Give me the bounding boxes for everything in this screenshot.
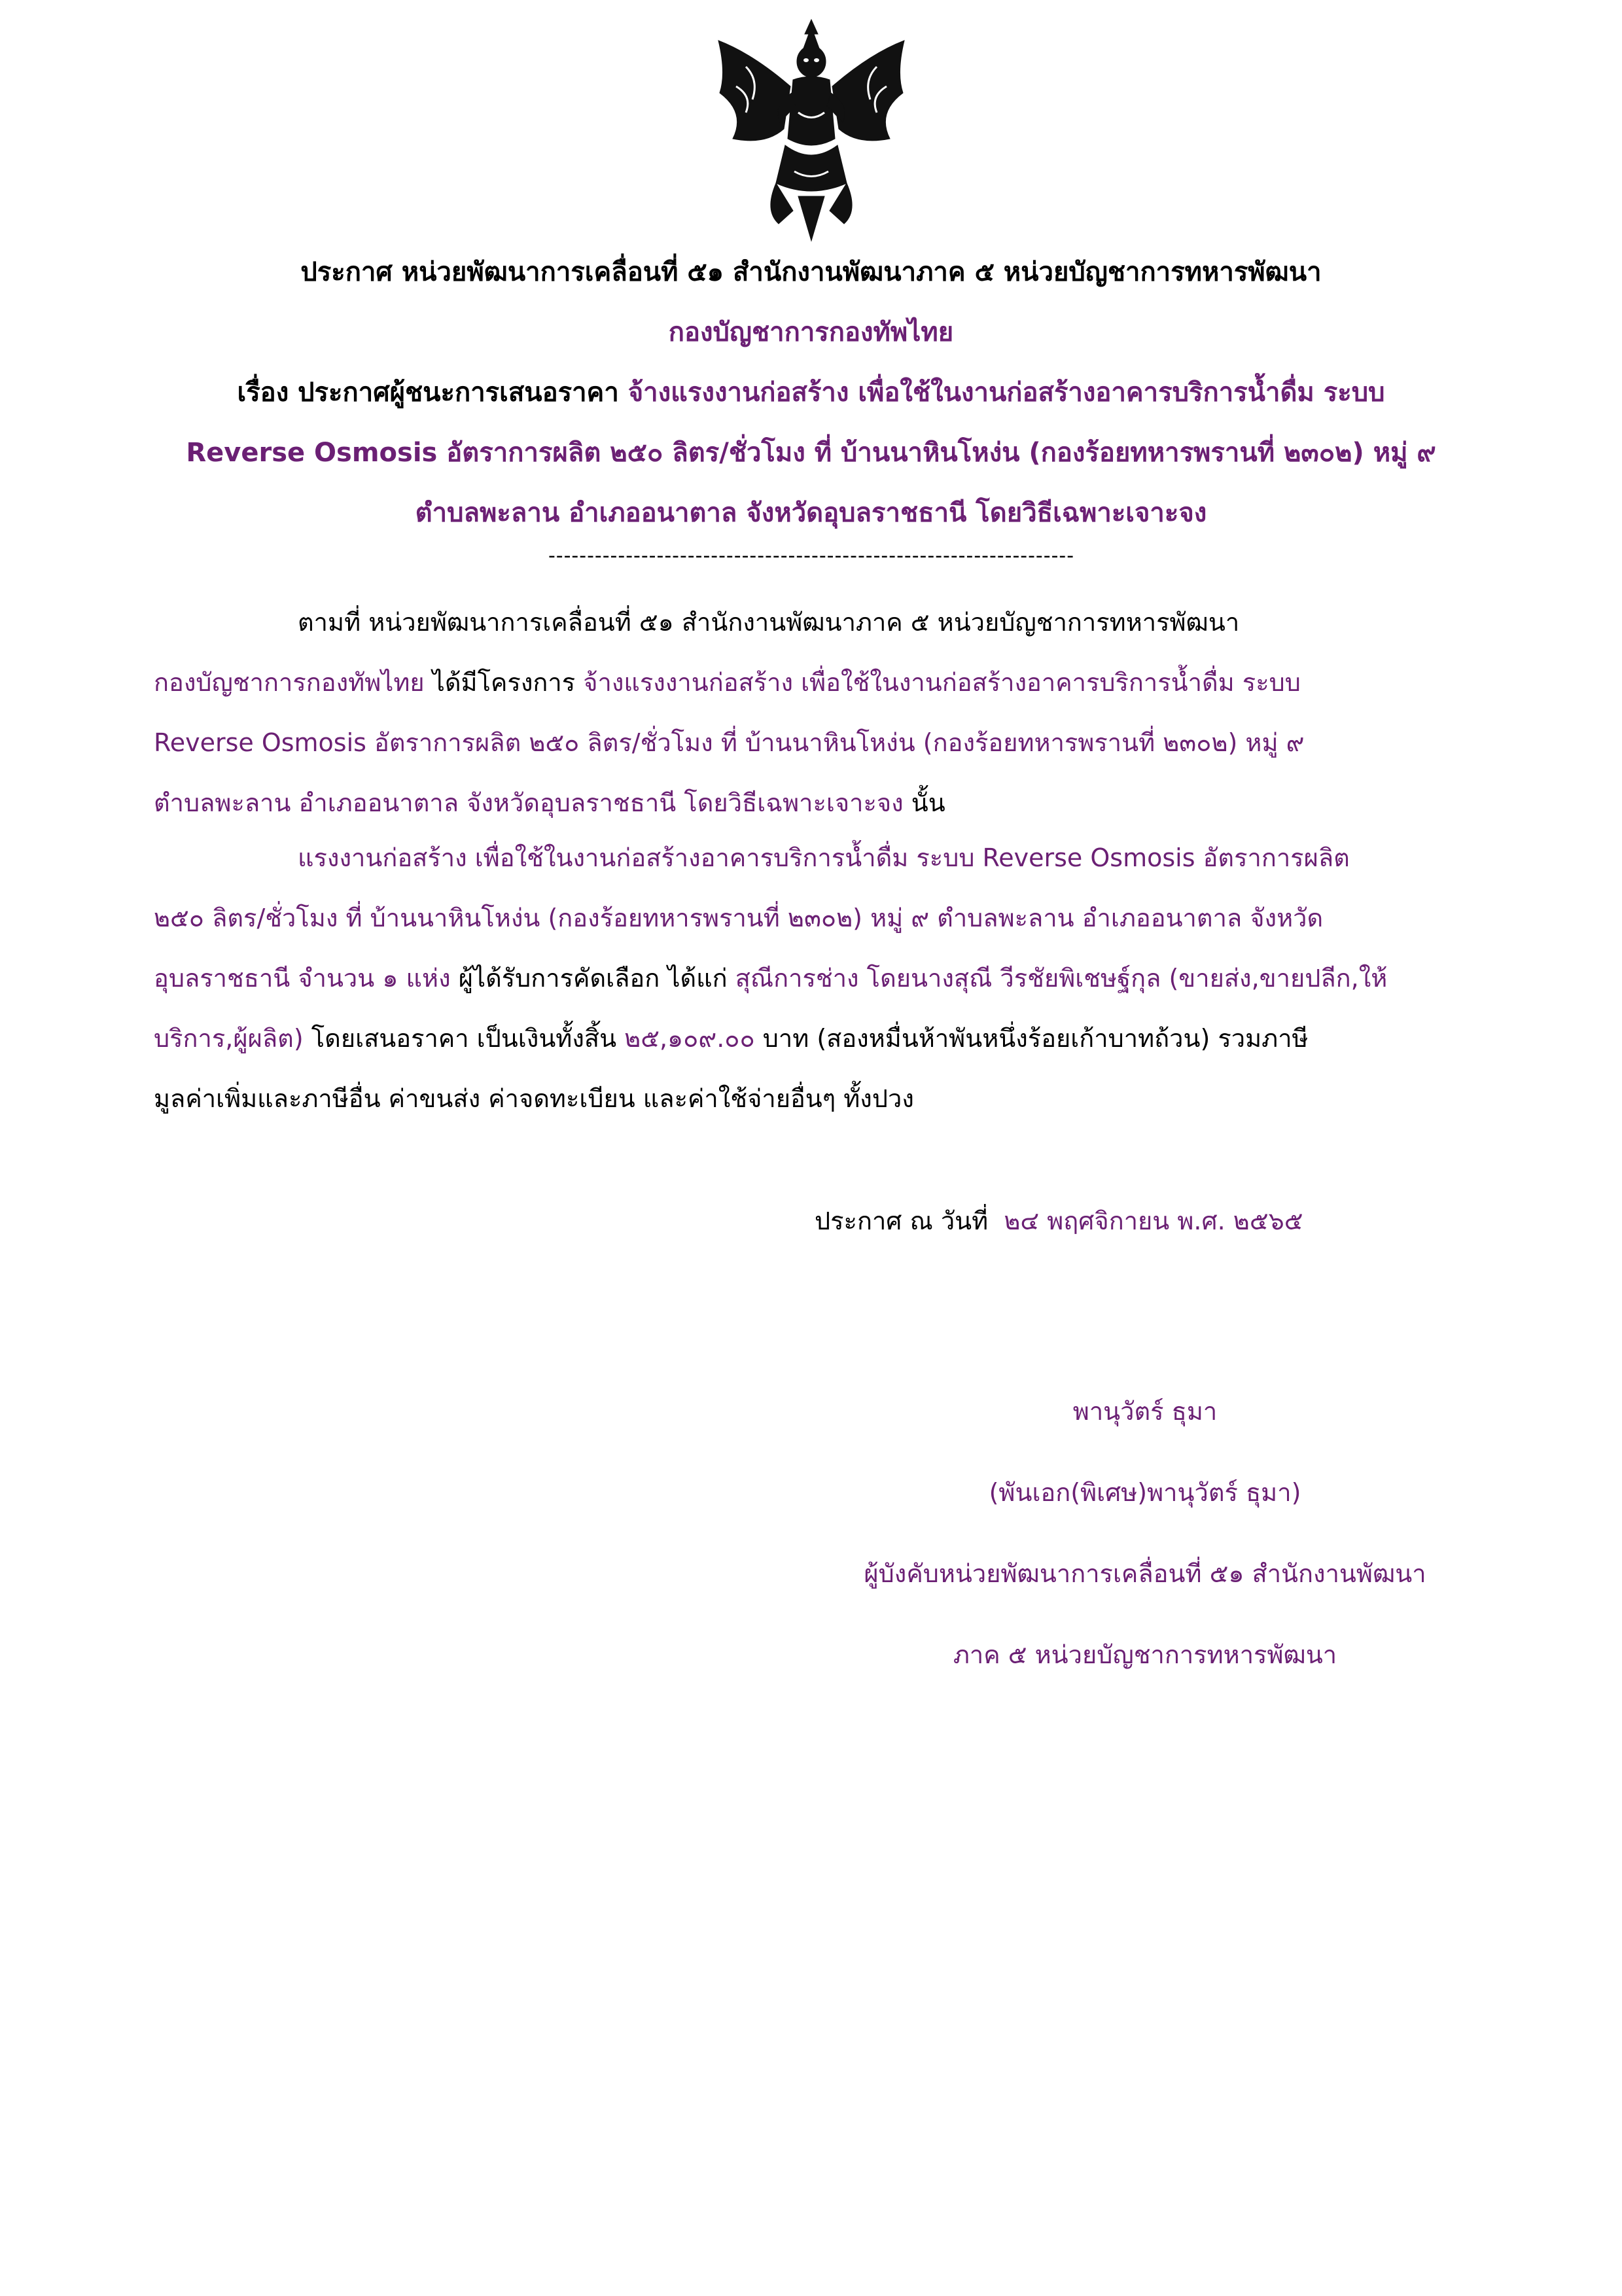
title-line-3 [118, 362, 1504, 423]
project-intro: ได้มีโครงการ [424, 668, 584, 697]
garuda-emblem-icon [707, 14, 916, 245]
paragraph-1-line-1: ตามที่ หน่วยพัฒนาการเคลื่อนที่ ๕๑ สำนักงานพัฒนาภาค ๕ หน่วยบัญชาการทหารพัฒนา [298, 608, 1240, 637]
date-label: ประกาศ ณ วันที่ [815, 1207, 989, 1235]
winner-name: สุณีการช่าง โดยนางสุณี วีรชัยพิเชษฐ์กุล (ขายส่ง,ขายปลีก,ให้ [735, 964, 1388, 993]
date-value: ๒๔ พฤศจิกายน พ.ศ. ๒๕๖๕ [1004, 1207, 1303, 1235]
paragraph-1-line-2 [154, 652, 1475, 713]
signer-position-line-2: ภาค ๕ หน่วยบัญชาการทหารพัฒนา [953, 1640, 1337, 1669]
signer-name: พานุวัตร์ ธุมา [1072, 1397, 1218, 1426]
paragraph-2-line-4 [154, 1008, 1475, 1069]
announcement-title [118, 242, 1504, 543]
signer-position-line-1: ผู้บังคับหน่วยพัฒนาการเคลื่อนที่ ๕๑ สำนักงานพัฒนา [864, 1559, 1426, 1588]
title-line-1: ประกาศ หน่วยพัฒนาการเคลื่อนที่ ๕๑ สำนักงานพัฒนาภาค ๕ หน่วยบัญชาการทหารพัฒนา [300, 257, 1322, 287]
price-amount: ๒๕,๑๐๙.๐๐ [624, 1024, 755, 1053]
paragraph-2 [154, 828, 1475, 1129]
paragraph-2-line-3 [154, 948, 1475, 1008]
price-label: โดยเสนอราคา เป็นเงินทั้งสิ้น [303, 1024, 625, 1053]
org-name: กองบัญชาการกองทัพไทย [154, 668, 425, 697]
title-line-4: Reverse Osmosis อัตราการผลิต ๒๕๐ ลิตร/ชั่วโมง ที่ บ้านนาหินโหง่น (กองร้อยทหารพรานที่ ๒๓๐๒) หมู่ ๙ [186, 438, 1436, 468]
announcement-date [815, 1191, 1303, 1251]
divider-line: -------------------------------------------------------------------- [548, 544, 1075, 567]
paragraph-1-line-3: Reverse Osmosis อัตราการผลิต ๒๕๐ ลิตร/ชั่วโมง ที่ บ้านนาหินโหง่น (กองร้อยทหารพรานที่ ๒๓๐๒) หมู่ ๙ [154, 728, 1305, 757]
paragraph-2-line-2: ๒๕๐ ลิตร/ชั่วโมง ที่ บ้านนาหินโหง่น (กองร้อยทหารพรานที่ ๒๓๐๒) หมู่ ๙ ตำบลพะลาน อำเภออนาตาล จังหวัด [154, 904, 1324, 932]
project-name: จ้างแรงงานก่อสร้าง เพื่อใช้ในงานก่อสร้างอาคารบริการน้ำดื่ม ระบบ [583, 668, 1301, 697]
subject-highlight: จ้างแรงงานก่อสร้าง เพื่อใช้ในงานก่อสร้างอาคารบริการน้ำดื่ม ระบบ [627, 378, 1385, 408]
price-words: บาท (สองหมื่นห้าพันหนึ่งร้อยเก้าบาทถ้วน) รวมภาษี [754, 1024, 1309, 1053]
paragraph-1-line-4 [154, 773, 1475, 833]
winner-type: บริการ,ผู้ผลิต) [154, 1024, 304, 1053]
signature-block [759, 1371, 1531, 1695]
paragraph-1 [154, 592, 1475, 833]
title-line-5: ตำบลพะลาน อำเภออนาตาล จังหวัดอุบลราชธานี โดยวิธีเฉพาะเจาะจง [415, 498, 1207, 528]
signer-rank-name: (พันเอก(พิเศษ)พานุวัตร์ ธุมา) [989, 1478, 1301, 1507]
paragraph-1-end: นั้น [903, 788, 945, 817]
subject-label: เรื่อง ประกาศผู้ชนะการเสนอราคา [237, 378, 619, 408]
project-location: ตำบลพะลาน อำเภออนาตาล จังหวัดอุบลราชธานี โดยวิธีเฉพาะเจาะจง [154, 788, 904, 817]
selected-label: ผู้ได้รับการคัดเลือก ได้แก่ [450, 964, 735, 993]
paragraph-2-line-1: แรงงานก่อสร้าง เพื่อใช้ในงานก่อสร้างอาคารบริการน้ำดื่ม ระบบ Reverse Osmosis อัตราการผลิต [298, 843, 1350, 872]
title-line-2: กองบัญชาการกองทัพไทย [668, 317, 954, 347]
paragraph-2-line-5: มูลค่าเพิ่มและภาษีอื่น ค่าขนส่ง ค่าจดทะเบียน และค่าใช้จ่ายอื่นๆ ทั้งปวง [154, 1084, 914, 1113]
quantity: อุบลราชธานี จำนวน ๑ แห่ง [154, 964, 451, 993]
